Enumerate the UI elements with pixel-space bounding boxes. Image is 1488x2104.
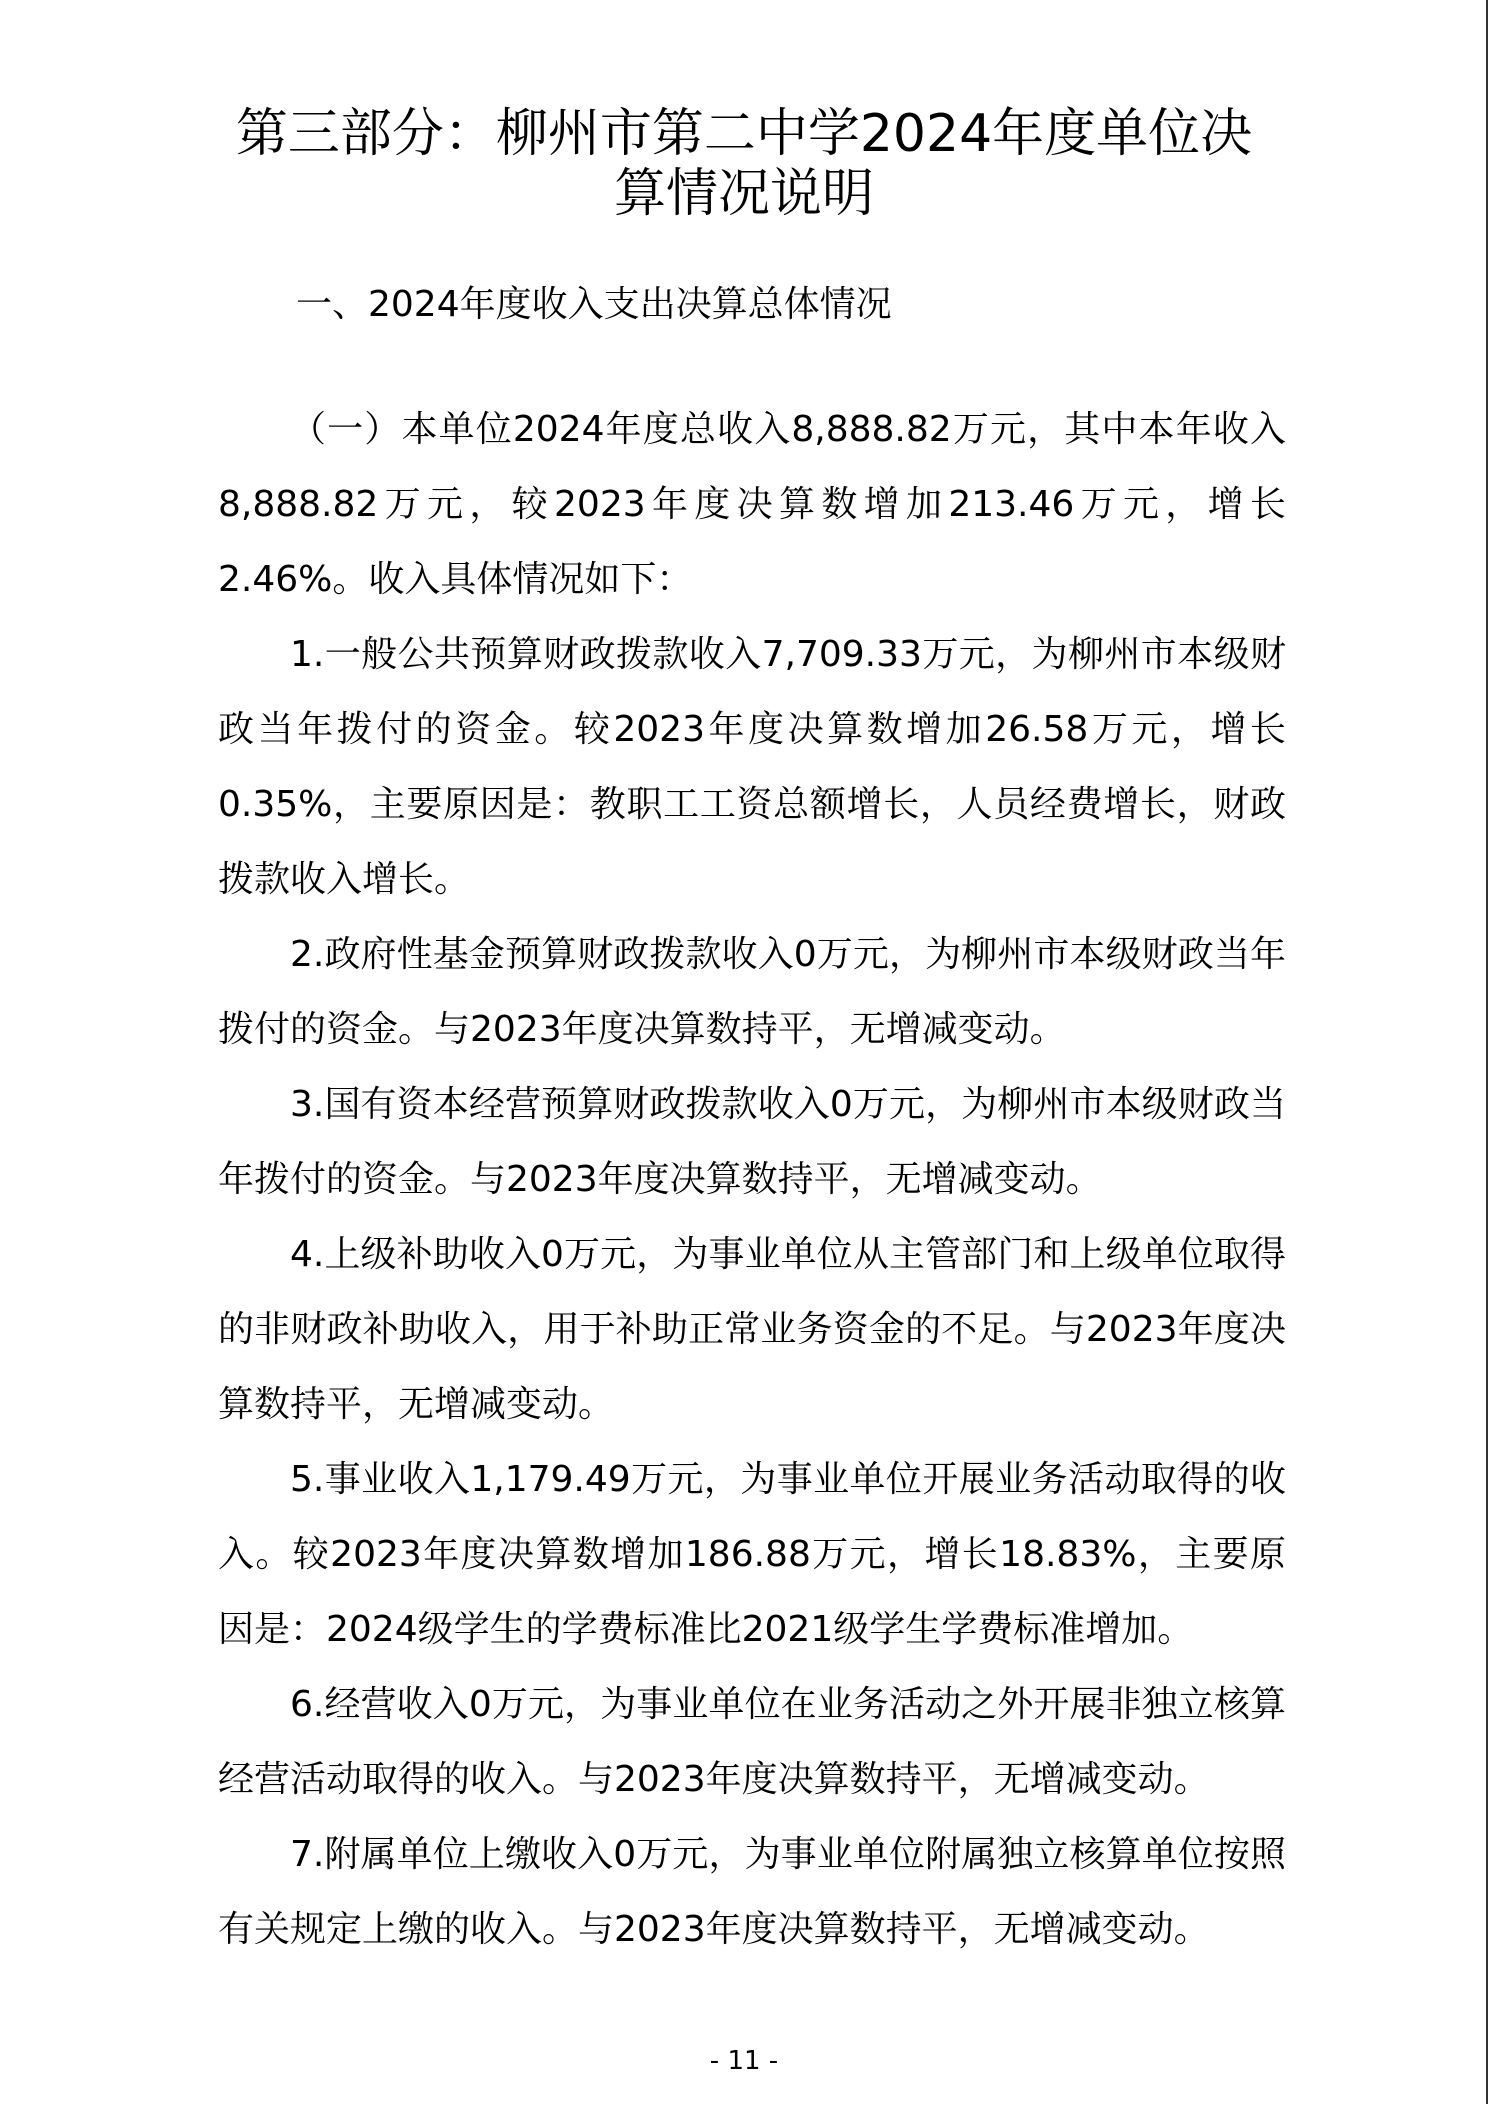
- page-title-line-1: 第三部分：柳州市第二中学2024年度单位决: [235, 104, 1253, 164]
- paragraph-affiliated-unit-income: 7.附属单位上缴收入0万元，为事业单位附属独立核算单位按照有关规定上缴的收入。与2023年度决算数持平，无增减变动。: [218, 1834, 1286, 1950]
- body-text: [218, 392, 1286, 1967]
- paragraph-government-fund-income: 2.政府性基金预算财政拨款收入0万元，为柳州市本级财政当年拨付的资金。与2023年度决算数持平，无增减变动。: [218, 934, 1286, 1050]
- section-heading: 一、2024年度收入支出决算总体情况: [296, 284, 892, 325]
- page-number: - 11 -: [709, 2046, 779, 2076]
- paragraph-total-income: （一）本单位2024年度总收入8,888.82万元，其中本年收入8,888.82万元，较2023年度决算数增加213.46万元，增长2.46%。收入具体情况如下：: [218, 409, 1286, 600]
- paragraph-general-budget-income: 1.一般公共预算财政拨款收入7,709.33万元，为柳州市本级财政当年拨付的资金。较2023年度决算数增加26.58万元，增长0.35%，主要原因是：教职工工资总额增长，人员经费增长，财政拨款收入增长。: [218, 634, 1286, 900]
- paragraph-operating-income: 6.经营收入0万元，为事业单位在业务活动之外开展非独立核算经营活动取得的收入。与2023年度决算数持平，无增减变动。: [218, 1684, 1286, 1800]
- paragraph-business-income: 5.事业收入1,179.49万元，为事业单位开展业务活动取得的收入。较2023年度决算数增加186.88万元，增长18.83%，主要原因是：2024级学生的学费标准比2021级学生学费标准增加。: [218, 1459, 1286, 1650]
- page-title: [200, 104, 1288, 224]
- paragraph-superior-subsidy-income: 4.上级补助收入0万元，为事业单位从主管部门和上级单位取得的非财政补助收入，用于补助正常业务资金的不足。与2023年度决算数持平，无增减变动。: [218, 1234, 1286, 1425]
- paragraph-state-capital-income: 3.国有资本经营预算财政拨款收入0万元，为柳州市本级财政当年拨付的资金。与2023年度决算数持平，无增减变动。: [218, 1084, 1286, 1200]
- page-title-line-2: 算情况说明: [613, 164, 874, 224]
